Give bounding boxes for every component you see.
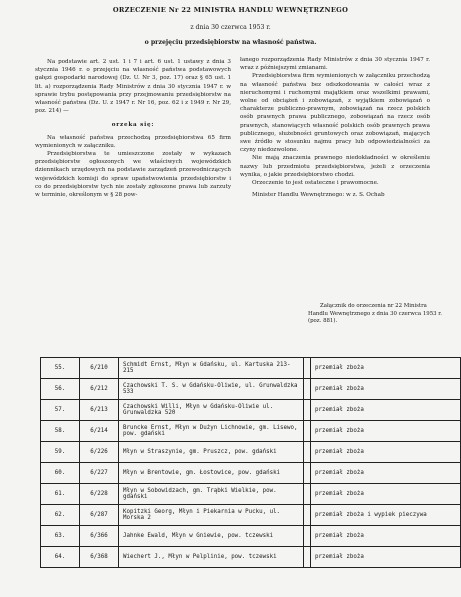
left-paragraph-2: Na własność państwa przechodzą przedsiębiorstwa 65 firm wymienionych w załączniku.	[35, 134, 231, 149]
table-row	[41, 358, 461, 379]
row-name: Jahnke Ewald, Młyn w Gniewie, pow. tczewski	[119, 526, 304, 547]
row-spacer	[304, 358, 311, 379]
row-code: 6/214	[80, 421, 119, 442]
row-scope: przemiał zboża	[311, 400, 461, 421]
table-row	[41, 505, 461, 526]
row-code: 6/287	[80, 505, 119, 526]
row-scope: przemiał zboża	[311, 379, 461, 400]
row-scope: przemiał zboża	[311, 526, 461, 547]
row-name: Młyn w Straszynie, gm. Pruszcz, pow. gdański	[119, 442, 304, 463]
right-paragraph-3: Nie mają znaczenia prawnego niedokładności w określeniu nazwy lub przedmiotu przedsiębiorstwa, jeżeli z orzeczenia wynika, o jakie przedsiębiorstwo chodzi.	[240, 155, 430, 178]
attachment-note: Załącznik do orzeczenia nr 22 Ministra Handlu Wewnętrznego z dnia 30 czerwca 1953 r. (poz. 881).	[308, 303, 442, 325]
row-number: 55.	[41, 358, 80, 379]
row-spacer	[304, 484, 311, 505]
row-scope: przemiał zboża	[311, 484, 461, 505]
row-spacer	[304, 463, 311, 484]
right-paragraph-1: łanego rozporządzenia Rady Ministrów z dnia 30 stycznia 1947 r. wraz z późniejszymi zmianami.	[240, 57, 430, 72]
row-code: 6/213	[80, 400, 119, 421]
right-paragraph-2: Przedsiębiorstwa firm wymienionych w załączniku przechodzą na własność państwa bez odszkodowania w całości wraz z nieruchomymi i ruchomymi majątkiem oraz wszelkimi prawami, wolne od obciążeń i zobowiązań, z wyjątkiem zobowiązań o charakterze publiczno-prawnym, zobowiązań na rzecz polskich osób prawnych prawa publicznego, zobowiązań na rzecz osób prawnych, stanowiących własność polskich osób prawnych prawa publicznego, służebności gruntowych oraz zobowiązań, mających swe źródło w stosunku najmu pracy lub odpowiedzialności za czyny niedozwolone.	[240, 73, 430, 154]
table-row	[41, 379, 461, 400]
right-column	[240, 56, 430, 199]
row-name: Wiechert J., Młyn w Pelplinie, pow. tczewski	[119, 547, 304, 568]
left-paragraph-3: Przedsiębiorstwa te umieszczone zostały w wykazach przedsiębiorstw ogłoszonych we właściwych wojewódzkich dziennikach urzędowych na podstawie zarządzeń przewodniczących wojewódzkich komisji do spraw upaństwowienia przedsiębiorstw i co do przedsiębiorstw tych nie zostały zgłoszone prawa lub zarzuty w terminie, określonym w § 28 pow-	[35, 151, 231, 199]
row-code: 6/366	[80, 526, 119, 547]
row-number: 63.	[41, 526, 80, 547]
row-scope: przemiał zboża	[311, 421, 461, 442]
row-scope: przemiał zboża	[311, 442, 461, 463]
row-number: 59.	[41, 442, 80, 463]
row-name: Bruncke Ernst, Młyn w Dużyn Lichnowie, gm. Lisewo, pow. gdański	[119, 421, 304, 442]
row-code: 6/210	[80, 358, 119, 379]
row-code: 6/227	[80, 463, 119, 484]
table-row	[41, 484, 461, 505]
row-spacer	[304, 442, 311, 463]
row-name: Czachowski Willi, Młyn w Gdańsku-Oliwie ul. Grunwaldzka 520	[119, 400, 304, 421]
table-row	[41, 421, 461, 442]
document-subtitle: o przejęciu przedsiębiorstw na własność państwa.	[144, 39, 317, 46]
row-spacer	[304, 526, 311, 547]
row-spacer	[304, 421, 311, 442]
row-scope: przemiał zboża	[311, 358, 461, 379]
document-title: ORZECZENIE Nr 22 MINISTRA HANDLU WEWNĘTRZNEGO	[112, 6, 349, 14]
row-scope: przemiał zboża	[311, 547, 461, 568]
row-spacer	[304, 547, 311, 568]
row-spacer	[304, 505, 311, 526]
row-spacer	[304, 379, 311, 400]
row-name: Czachowski T. S. w Gdańsku-Oliwie, ul. Grunwaldzka 533	[119, 379, 304, 400]
section-heading: orzeka się:	[111, 122, 155, 129]
row-code: 6/226	[80, 442, 119, 463]
table-row	[41, 547, 461, 568]
row-code: 6/368	[80, 547, 119, 568]
table-row	[41, 463, 461, 484]
left-column	[35, 58, 231, 199]
row-scope: przemiał zboża	[311, 463, 461, 484]
row-number: 57.	[41, 400, 80, 421]
signature: Minister Handlu Wewnętrznego: w z. S. Ochab	[252, 192, 385, 199]
row-name: Kopitzki Georg, Młyn i Piekarnia w Pucku, ul. Morska 2	[119, 505, 304, 526]
row-number: 58.	[41, 421, 80, 442]
row-number: 61.	[41, 484, 80, 505]
table-row	[41, 442, 461, 463]
row-number: 64.	[41, 547, 80, 568]
row-number: 56.	[41, 379, 80, 400]
table-row	[41, 400, 461, 421]
row-code: 6/228	[80, 484, 119, 505]
table-row	[41, 526, 461, 547]
row-spacer	[304, 400, 311, 421]
row-number: 60.	[41, 463, 80, 484]
row-scope: przemiał zboża i wypiek pieczywa	[311, 505, 461, 526]
row-name: Schmidt Ernst, Młyn w Gdańsku, ul. Kartuska 213-215	[119, 358, 304, 379]
document-date: z dnia 30 czerwca 1953 r.	[190, 24, 271, 31]
row-code: 6/212	[80, 379, 119, 400]
row-number: 62.	[41, 505, 80, 526]
right-paragraph-4: Orzeczenie to jest ostateczne i prawomocne.	[252, 180, 379, 187]
row-name: Młyn w Brentowie, gm. Łostowice, pow. gdański	[119, 463, 304, 484]
left-paragraph-1: Na podstawie art. 2 ust. 1 i 7 i art. 6 ust. 1 ustawy z dnia 3 stycznia 1946 r. o przejęciu na własność państwa podstawowych gałęzi gospodarki narodowej (Dz. U. Nr 3, poz. 17) oraz § 65 ust. 1 lit. a) rozporządzenia Rady Ministrów z dnia 30 stycznia 1947 r. w sprawie trybu postępowania przy przejmowaniu przedsiębiorstw na własność państwa (Dz. U. z 1947 r. Nr 16, poz. 62 i z 1949 r. Nr 29, poz. 214) —	[35, 59, 231, 115]
enterprise-table	[0, 357, 461, 597]
row-name: Młyn w Sobowidzach, gm. Trąbki Wielkie, pow. gdański	[119, 484, 304, 505]
